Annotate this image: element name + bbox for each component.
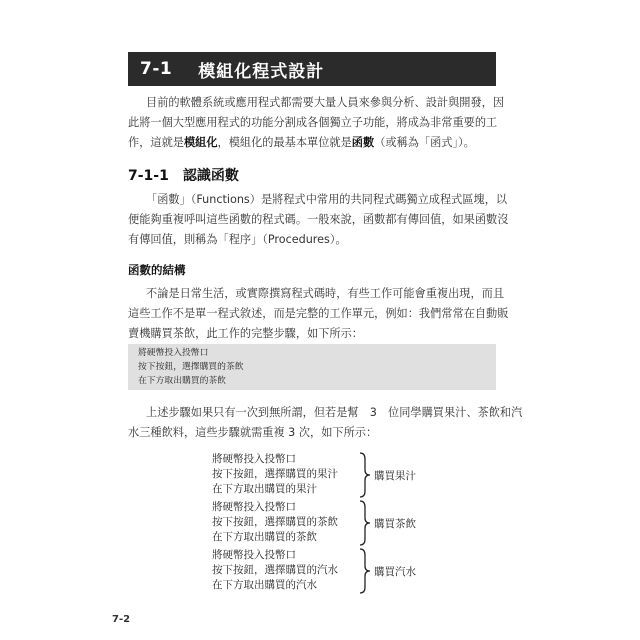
flow-step: 在下方取出購買的果汁 [212,483,317,495]
section-number: 7-1-1 [128,168,169,184]
flow-step: 在下方取出購買的茶飲 [212,531,317,543]
right-brace-icon [358,500,372,546]
right-brace-icon [358,548,372,594]
structure-para-line-2: 這些工作不是單一程式敘述，而是完整的工作單元，例如：我們常常在自動販 [128,307,509,320]
page-number: 7-2 [112,614,131,625]
section-heading [128,165,239,185]
flow-group-soda [212,548,442,596]
flow-step: 在下方取出購買的汽水 [212,579,317,591]
structure-para-line-1: 不論是日常生活，或實際撰寫程式碼時，有些工作可能會重複出現，而且 [146,287,505,300]
flow-step: 按下按鈕，選擇購買的茶飲 [212,516,338,528]
code-line: 在下方取出購買的茶飲 [138,376,226,386]
functions-para-line-3: 有傳回值，則稱為「程序」（Procedures）。 [128,233,347,246]
flow-step: 將硬幣投入投幣口 [212,549,296,561]
right-brace-icon [358,452,372,498]
intro-line-2: 此將一個大型應用程式的功能分割成各個獨立子功能，將成為非常重要的工 [128,116,498,129]
chapter-title: 模組化程式設計 [198,61,325,82]
intro-line-3-end: （或稱為「函式」）。 [374,136,475,149]
flow-step: 將硬幣投入投幣口 [212,501,296,513]
intro-line-1: 目前的軟體系統或應用程式都需要大量人員來參與分析、設計與開發，因 [146,96,505,109]
flow-step: 將硬幣投入投幣口 [212,453,296,465]
chapter-title-bar [128,52,496,86]
term-function: 函數 [351,136,375,149]
code-line: 按下按鈕，選擇購買的茶飲 [138,362,244,372]
structure-para-line-3: 賣機購買茶飲，此工作的完整步驟，如下所示： [128,327,363,340]
flow-step: 按下按鈕，選擇購買的果汁 [212,468,338,480]
flow-result: 購買果汁 [374,470,416,482]
flow-group-tea [212,500,442,548]
intro-line-3-middle: ，模組化的最基本單位就是 [217,136,352,149]
code-line: 將硬幣投入投幣口 [138,348,209,358]
repeat-para-line-1: 上述步驟如果只有一次到無所謂，但若是幫 3 位同學購買果汁、茶飲和汽 [146,406,523,419]
flow-result: 購買汽水 [374,566,416,578]
structure-heading: 函數的結構 [128,263,186,277]
functions-para-line-2: 便能夠重複呼叫這些函數的程式碼。一般來說，函數都有傳回值，如果函數沒 [128,213,509,226]
section-title: 認識函數 [182,168,239,184]
term-modularization: 模組化 [183,136,218,149]
steps-code-box [128,344,496,390]
flow-group-juice [212,452,442,500]
repeat-para-line-2: 水三種飲料，這些步驟就需重複 3 次，如下所示： [128,426,378,439]
flow-step: 按下按鈕，選擇購買的汽水 [212,564,338,576]
flow-result: 購買茶飲 [374,518,416,530]
functions-para-line-1: 「函數」（Functions）是將程式中常用的共同程式碼獨立成程式區塊，以 [146,193,508,206]
intro-line-3-start: 作，這就是 [128,136,184,149]
intro-line-3 [128,133,475,153]
chapter-number: 7-1 [140,59,173,79]
